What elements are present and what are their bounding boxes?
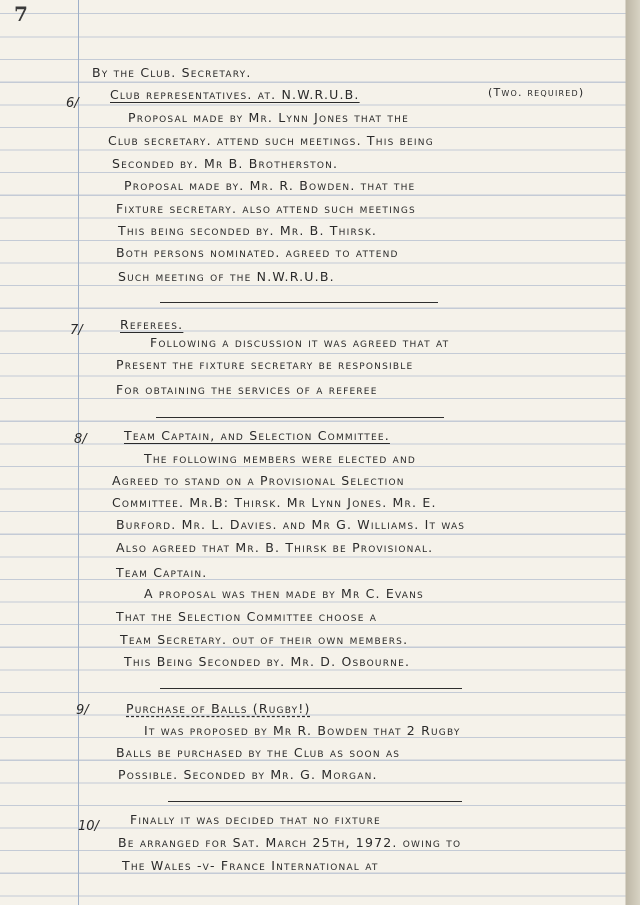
item-number-7: 7/	[70, 323, 83, 338]
item-number-9: 9/	[76, 703, 89, 718]
line-12: Following a discussion it was agreed that at	[150, 335, 450, 350]
page-number: 7	[14, 2, 28, 26]
line-22: A proposal was then made by Mr C. Evans	[144, 586, 424, 601]
two-required-note: (Two. required)	[488, 86, 585, 99]
line-07: Fixture secretary. also attend such meetings	[116, 201, 416, 216]
line-27: It was proposed by Mr R. Bowden that 2 Rugby	[144, 723, 461, 738]
line-06: Proposal made by. Mr. R. Bowden. that the	[124, 178, 416, 193]
line-24: Team Secretary. out of their own members.	[120, 632, 409, 647]
line-16: The following members were elected and	[144, 451, 417, 466]
line-18: Committee. Mr.B: Thirsk. Mr Lynn Jones. Mr. E.	[112, 495, 437, 510]
heading-purchase-of-balls: Purchase of Balls (Rugby!)	[126, 701, 311, 716]
line-31: Be arranged for Sat. March 25th, 1972. owing to	[118, 835, 462, 850]
line-25: This Being Seconded by. Mr. D. Osbourne.	[124, 654, 411, 669]
line-20: Also agreed that Mr. B. Thirsk be Provisional.	[116, 540, 434, 555]
line-30: Finally it was decided that no fixture	[130, 812, 381, 827]
line-21: Team Captain.	[116, 565, 208, 580]
line-03: Proposal made by Mr. Lynn Jones that the	[128, 110, 409, 125]
line-19: Burford. Mr. L. Davies. and Mr G. Williams. It was	[116, 517, 466, 532]
line-17: Agreed to stand on a Provisional Selection	[112, 473, 405, 488]
section-divider	[160, 688, 462, 689]
line-14: For obtaining the services of a referee	[116, 382, 378, 397]
line-13: Present the fixture secretary be responsible	[116, 357, 414, 372]
line-01: By the Club. Secretary.	[92, 65, 252, 80]
line-29: Possible. Seconded by Mr. G. Morgan.	[118, 767, 378, 782]
line-32: The Wales -v- France International at	[122, 858, 379, 873]
heading-referees: Referees.	[120, 317, 184, 332]
heading-team-captain: Team Captain, and Selection Committee.	[124, 428, 390, 443]
section-divider	[168, 801, 462, 802]
line-23: That the Selection Committee choose a	[116, 609, 378, 624]
line-05: Seconded by. Mr B. Brotherston.	[112, 156, 339, 171]
item-number-10: 10/	[78, 819, 99, 834]
heading-club-representatives: Club representatives. at. N.W.R.U.B.	[110, 87, 360, 102]
line-09: Both persons nominated. agreed to attend	[116, 245, 399, 260]
item-number-6: 6/	[66, 96, 79, 111]
section-divider	[160, 302, 438, 303]
line-10: Such meeting of the N.W.R.U.B.	[118, 269, 335, 284]
item-number-8: 8/	[74, 432, 87, 447]
line-04: Club secretary. attend such meetings. This being	[108, 133, 434, 148]
line-28: Balls be purchased by the Club as soon as	[116, 745, 401, 760]
line-08: This being seconded by. Mr. B. Thirsk.	[118, 223, 378, 238]
section-divider	[156, 417, 444, 418]
margin-line	[78, 0, 79, 905]
